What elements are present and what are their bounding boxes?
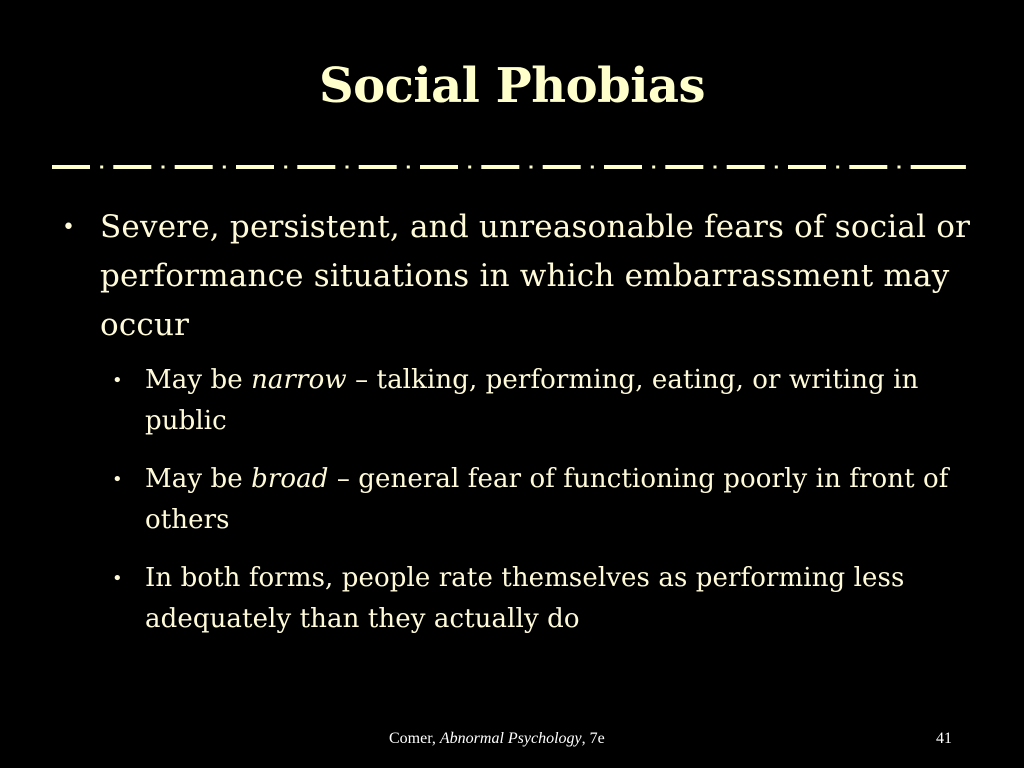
divider-dot (407, 166, 410, 169)
divider-dash (849, 165, 887, 169)
divider-dot (714, 166, 717, 169)
main-bullet (52, 203, 982, 350)
divider-dot (530, 166, 533, 169)
divider-dash (481, 165, 519, 169)
divider-dash (788, 165, 826, 169)
divider-dash (727, 165, 765, 169)
footer-author: Comer, (389, 730, 440, 747)
divider-dot (652, 166, 655, 169)
bullet-list (52, 203, 982, 657)
divider-dash (113, 165, 151, 169)
footer-edition: , 7e (581, 730, 605, 747)
divider-dash (543, 165, 581, 169)
divider-dot (346, 166, 349, 169)
sub-bullet-both-forms (52, 558, 982, 640)
divider-dash (665, 165, 703, 169)
sub-bullet-prefix: May be (145, 365, 252, 395)
divider-dash (297, 165, 335, 169)
bullet-dot-icon: • (62, 215, 76, 240)
sub-bullet-emphasis: narrow (251, 365, 347, 395)
bullet-dot-icon: • (112, 568, 123, 589)
sub-bullet-list (52, 360, 982, 640)
sub-bullet-group (52, 360, 982, 640)
divider-dot (468, 166, 471, 169)
footer-credit (389, 730, 605, 748)
divider-dash (911, 165, 966, 169)
divider-dot (162, 166, 165, 169)
sub-bullet-narrow (52, 360, 982, 442)
sub-bullet-emphasis: broad (251, 464, 329, 494)
footer-book-title: Abnormal Psychology (439, 730, 582, 747)
page-number: 41 (936, 730, 952, 747)
divider-dot (775, 166, 778, 169)
divider-dot (100, 166, 103, 169)
divider-dash (420, 165, 458, 169)
sub-bullet-prefix: May be (145, 464, 252, 494)
sub-bullet-text: In both forms, people rate themselves as performing less adequately than they actually do (145, 563, 905, 634)
divider-dash (604, 165, 642, 169)
divider-dash (359, 165, 397, 169)
sub-bullet-suffix: – general fear of functioning poorly in front of others (145, 464, 949, 535)
divider-dash (175, 165, 213, 169)
divider-dot (898, 166, 901, 169)
divider-dot (284, 166, 287, 169)
slide-title: Social Phobias (318, 58, 706, 114)
bullet-dot-icon: • (112, 370, 123, 391)
divider-dot (836, 166, 839, 169)
main-bullet-text: Severe, persistent, and unreasonable fears of social or performance situations in which embarrassment may occur (100, 209, 971, 343)
decorative-divider (52, 160, 972, 174)
divider-dash (52, 165, 90, 169)
divider-dot (223, 166, 226, 169)
divider-dash (236, 165, 274, 169)
sub-bullet-suffix: – talking, performing, eating, or writing in public (145, 365, 919, 436)
bullet-dot-icon: • (112, 469, 123, 490)
divider-dot (591, 166, 594, 169)
sub-bullet-broad (52, 459, 982, 541)
